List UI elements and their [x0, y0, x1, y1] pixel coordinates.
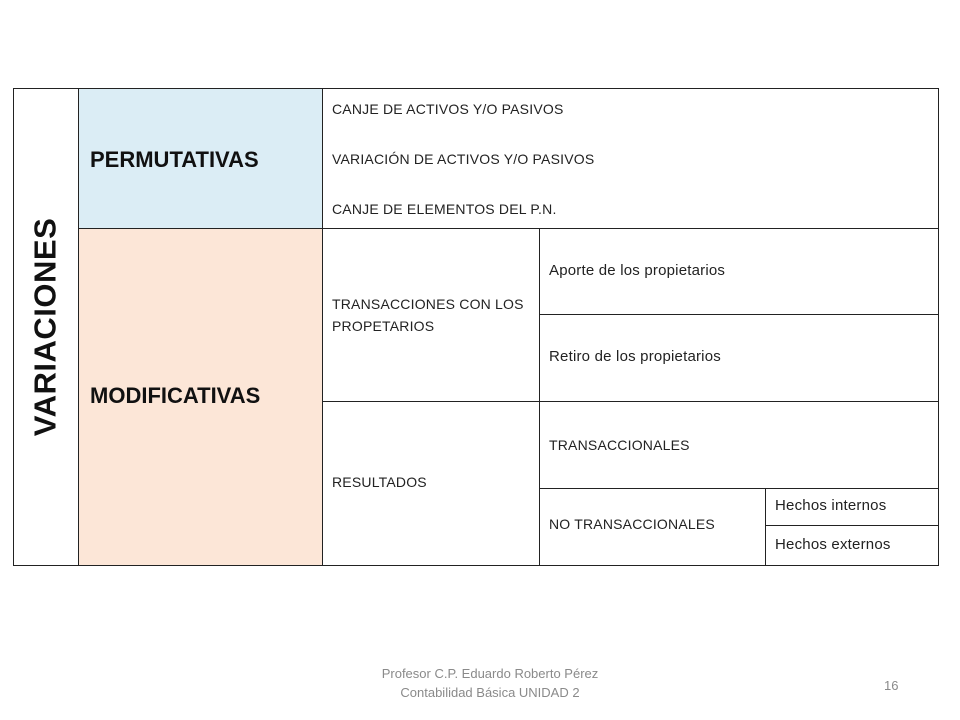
transaccionales-label: TRANSACCIONALES: [549, 437, 690, 453]
hechos-internos-label: Hechos internos: [775, 497, 887, 514]
divider-trans-notrans: [539, 488, 938, 489]
aporte-label: Aporte de los propietarios: [549, 262, 726, 279]
footer: [340, 664, 640, 702]
modificativas-label: MODIFICATIVAS: [90, 383, 261, 408]
divider-category: [322, 88, 323, 565]
footer-course: Contabilidad Básica UNIDAD 2: [400, 685, 580, 700]
page-number: 16: [884, 678, 899, 693]
retiro-label: Retiro de los propietarios: [549, 348, 721, 365]
hechos-externos-label: Hechos externos: [775, 536, 891, 553]
table-border-bottom: [13, 565, 939, 566]
root-label-cell: [13, 88, 78, 565]
root-label: VARIACIONES: [27, 217, 63, 436]
resultados-label: RESULTADOS: [332, 474, 427, 490]
permutativas-label: PERMUTATIVAS: [90, 147, 259, 172]
permutativas-item: VARIACIÓN DE ACTIVOS Y/O PASIVOS: [332, 151, 595, 167]
no-transaccionales-label: NO TRANSACCIONALES: [549, 516, 715, 532]
permutativas-item: CANJE DE ELEMENTOS DEL P.N.: [332, 201, 557, 217]
divider-hechos: [765, 488, 766, 565]
divider-perm-modif: [78, 228, 938, 229]
transacciones-propietarios-label: TRANSACCIONES CON LOS PROPETARIOS: [332, 296, 524, 334]
table-border-top: [13, 88, 939, 89]
table-border-right: [938, 88, 939, 565]
divider-propietarios-resultados: [322, 401, 938, 402]
permutativas-item: CANJE DE ACTIVOS Y/O PASIVOS: [332, 101, 564, 117]
divider-internos-externos: [765, 525, 938, 526]
footer-author: Profesor C.P. Eduardo Roberto Pérez: [381, 666, 599, 681]
divider-aporte-retiro: [539, 314, 938, 315]
divider-subgroup: [539, 228, 540, 565]
